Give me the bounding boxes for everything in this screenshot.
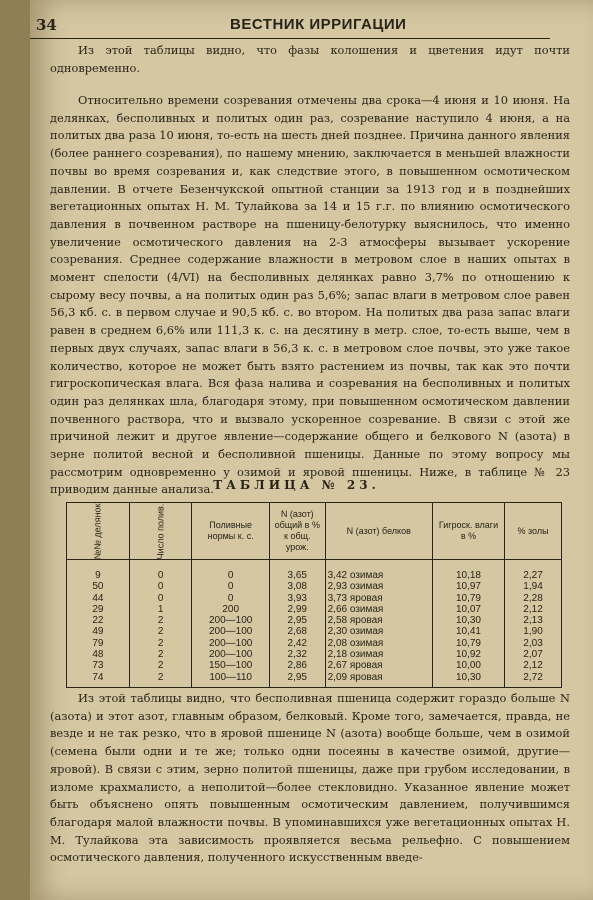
- cell-norm: 0: [192, 560, 269, 582]
- journal-title: ВЕСТНИК ИРРИГАЦИИ: [230, 16, 407, 33]
- table-row: [67, 604, 562, 615]
- cell-n-protein: 3,73 яровая: [325, 593, 432, 604]
- cell-ash: 1,94: [505, 581, 562, 592]
- cell-ash: 2,12: [505, 604, 562, 615]
- cell-norm: 0: [192, 593, 269, 604]
- cell-hygro: 10,30: [432, 615, 504, 626]
- cell-waterings: 0: [129, 593, 192, 604]
- cell-n-protein: 2,09 яровая: [325, 672, 432, 688]
- cell-n-protein: 2,67 яровая: [325, 660, 432, 671]
- col-header-ash: % золы: [505, 503, 562, 560]
- cell-plot: 50: [67, 581, 130, 592]
- cell-hygro: 10,41: [432, 626, 504, 637]
- table-row: [67, 615, 562, 626]
- cell-norm: 0: [192, 581, 269, 592]
- table-row: [67, 672, 562, 688]
- table-row: [67, 560, 562, 582]
- paragraph-intro: Из этой таблицы видно, что фазы колошения и цветения идут почти одновременно.: [50, 43, 570, 75]
- cell-norm: 200: [192, 604, 269, 615]
- col-header-norms: Поливные нормы к. с.: [192, 503, 269, 560]
- cell-plot: 22: [67, 615, 130, 626]
- page-header: [30, 14, 550, 39]
- cell-ash: 1,90: [505, 626, 562, 637]
- cell-plot: 79: [67, 638, 130, 649]
- cell-plot: 73: [67, 660, 130, 671]
- page-number: 34: [36, 16, 57, 34]
- cell-n-protein: 2,08 озимая: [325, 638, 432, 649]
- cell-hygro: 10,92: [432, 649, 504, 660]
- cell-waterings: 0: [129, 581, 192, 592]
- col-header-hygro: Гигроск. влаги в %: [432, 503, 504, 560]
- cell-waterings: 0: [129, 560, 192, 582]
- cell-ash: 2,72: [505, 672, 562, 688]
- cell-plot: 49: [67, 626, 130, 637]
- cell-hygro: 10,00: [432, 660, 504, 671]
- cell-hygro: 10,79: [432, 638, 504, 649]
- cell-norm: 150—100: [192, 660, 269, 671]
- table-row: [67, 660, 562, 671]
- table-body: [67, 560, 562, 688]
- table-row: [67, 649, 562, 660]
- table-row: [67, 638, 562, 649]
- cell-waterings: 2: [129, 626, 192, 637]
- cell-n-total: 3,08: [269, 581, 325, 592]
- cell-ash: 2,03: [505, 638, 562, 649]
- cell-hygro: 10,97: [432, 581, 504, 592]
- cell-plot: 29: [67, 604, 130, 615]
- cell-plot: 48: [67, 649, 130, 660]
- cell-waterings: 2: [129, 615, 192, 626]
- col-header-plot: №№ делянок: [67, 503, 130, 560]
- cell-plot: 74: [67, 672, 130, 688]
- cell-n-total: 2,99: [269, 604, 325, 615]
- table-row: [67, 626, 562, 637]
- cell-waterings: 2: [129, 649, 192, 660]
- cell-n-total: 3,93: [269, 593, 325, 604]
- col-header-waterings: Число полив.: [129, 503, 192, 560]
- cell-n-protein: 3,42 озимая: [325, 560, 432, 582]
- cell-plot: 44: [67, 593, 130, 604]
- cell-n-protein: 2,58 яровая: [325, 615, 432, 626]
- table-title: ТАБЛИЦА № 23.: [213, 478, 380, 492]
- col-header-n-total: N (азот) общий в % к общ. урож.: [269, 503, 325, 560]
- cell-hygro: 10,30: [432, 672, 504, 688]
- cell-hygro: 10,07: [432, 604, 504, 615]
- cell-plot: 9: [67, 560, 130, 582]
- table-header-row: [67, 503, 562, 560]
- cell-norm: 200—100: [192, 649, 269, 660]
- paragraph-conclusion: Из этой таблицы видно, что бесполивная пшеница содержит гораздо больше N (азота) и этот азот, главным образом, белковый. Кроме того, замечается, правда, не везде и не так резко, что в яровой пшенице N (азота) вообще больше, чем в озимой (семена были одни и те же; только одни посеяны в качестве озимой, другие—яровой). В связи с этим, зерно политой пшеницы, даже при грубом исследовании, в изломе крахмалисто, а неполитой—более стекловидно. Указанное явление может быть объяснено опять повышенным осмотическим давлением, получившимся благодаря малой влажности почвы. В упоминавшихся уже вегетационных опытах Н. М. Тулайкова эта зависимость проявляется весьма рельефно. С повышением осмотического давления, полученного искусственным введе-: [50, 691, 570, 865]
- cell-norm: 200—100: [192, 638, 269, 649]
- table-row: [67, 581, 562, 592]
- cell-n-total: 3,65: [269, 560, 325, 582]
- cell-n-protein: 2,30 озимая: [325, 626, 432, 637]
- cell-n-total: 2,86: [269, 660, 325, 671]
- cell-waterings: 2: [129, 660, 192, 671]
- cell-n-protein: 2,18 озимая: [325, 649, 432, 660]
- cell-waterings: 2: [129, 638, 192, 649]
- cell-waterings: 2: [129, 672, 192, 688]
- table-row: [67, 593, 562, 604]
- cell-ash: 2,07: [505, 649, 562, 660]
- cell-ash: 2,27: [505, 560, 562, 582]
- cell-norm: 100—110: [192, 672, 269, 688]
- paragraph-ripening: Относительно времени созревания отмечены два срока—4 июня и 10 июня. На делянках, бесполивных и политых один раз, созревание наступило 4 июня, а на политых два раза 10 июня, то-есть на шесть дней позднее. Причина данного явления (более раннего созревания), по нашему мнению, заключается в меньшей влажности почвы во время созревания и, как следствие этого, в повышенном осмотическом давлении. В отчете Безенчукской опытной станции за 1913 год и в позднейших вегетационных опытах Н. М. Тулайкова за 14 и 15 г.г. по влиянию осмотического давления в почвенном растворе на пшеницу-белотурку выяснилось, что именно увеличение осмотического давления на 2-3 атмосферы вызывает ускорение созревания. Среднее содержание влажности в метровом слое в наших опытах в момент спелости (4/VI) на бесполивных делянках равно 3,7% по отношению к сырому весу почвы, а на политых один раз 5,6%; запас влаги в метровом слое равен 56,3 кб. с. в первом случае и 90,5 кб. с. во втором. На политых два раза запас влаги равен в среднем 6,6% или 111,3 к. с. на десятину в метр. слое, то-есть выше, чем в первых двух случаях, запас влаги в 56,3 к. с. в метровом слое почвы, это уже такое количество, которое не может быть взято растением из почвы, так как это почти гигроскопическая влага. Вся фаза налива и созревания на бесполивных и политых один раз делянках шла, благодаря этому, при повышенном осмотическом давлении почвенного раствора, что и вызвало ускоренное созревание. В связи с этой же причиной лежит и другое явление—содержание общего и белкового N (азота) в зерне политой весной и бесполивной пшеницы. Данные по этому вопросу мы рассмотрим одновременно у озимой и яровой пшеницы. Ниже, в таблице № 23 приводим данные анализа.: [50, 93, 570, 497]
- cell-ash: 2,28: [505, 593, 562, 604]
- cell-n-total: 2,95: [269, 672, 325, 688]
- cell-n-total: 2,42: [269, 638, 325, 649]
- cell-norm: 200—100: [192, 626, 269, 637]
- cell-ash: 2,13: [505, 615, 562, 626]
- cell-n-total: 2,95: [269, 615, 325, 626]
- cell-waterings: 1: [129, 604, 192, 615]
- analysis-table: [66, 502, 562, 688]
- cell-norm: 200—100: [192, 615, 269, 626]
- cell-ash: 2,12: [505, 660, 562, 671]
- cell-hygro: 10,18: [432, 560, 504, 582]
- cell-hygro: 10,79: [432, 593, 504, 604]
- col-header-n-protein: N (азот) белков: [325, 503, 432, 560]
- cell-n-total: 2,68: [269, 626, 325, 637]
- cell-n-protein: 2,93 озимая: [325, 581, 432, 592]
- cell-n-protein: 2,66 озимая: [325, 604, 432, 615]
- cell-n-total: 2,32: [269, 649, 325, 660]
